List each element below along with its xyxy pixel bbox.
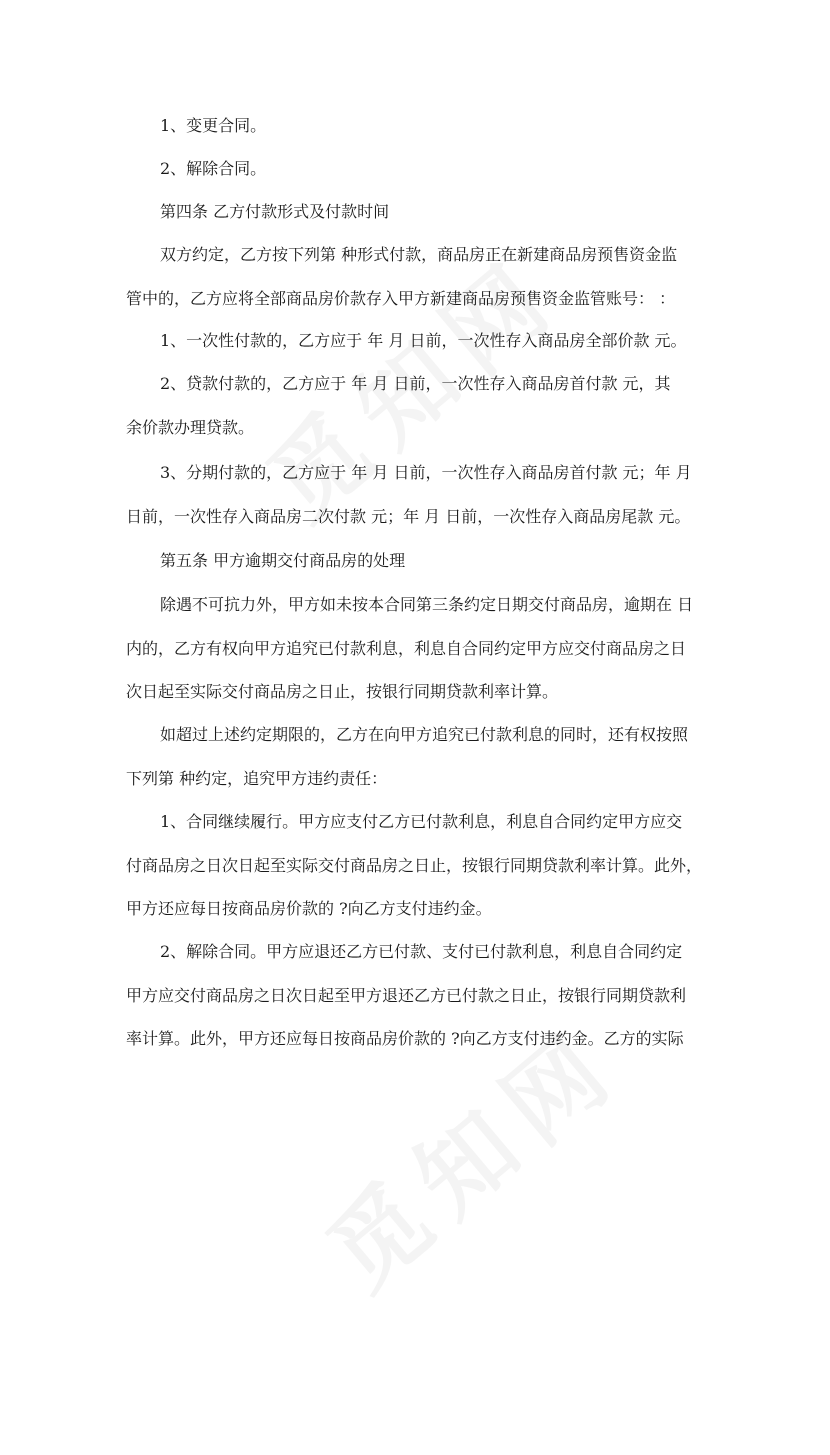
payment-option-loan (126, 362, 706, 449)
clause-item-terminate-contract (126, 147, 706, 191)
text-line: 1、合同继续履行。甲方应支付乙方已付款利息，利息自合同约定甲方应交 (160, 812, 683, 831)
payment-option-lump-sum (126, 319, 706, 363)
overdue-delivery-paragraph (126, 583, 706, 714)
text-line: 3、分期付款的，乙方应于 年 月 日前，一次性存入商品房首付款 元；年 月 (160, 463, 692, 482)
text-line: 除遇不可抗力外，甲方如未按本合同第三条约定日期交付商品房，逾期在 日 (160, 595, 694, 614)
text-line: 双方约定，乙方按下列第 种形式付款，商品房正在新建商品房预售资金监 (160, 245, 678, 264)
text-line: 第四条 乙方付款形式及付款时间 (160, 202, 390, 221)
text-line: 第五条 甲方逾期交付商品房的处理 (160, 551, 406, 570)
remedy-terminate-contract (126, 930, 706, 1061)
text-line: 1、变更合同。 (160, 116, 267, 135)
watermark-bottom (295, 1005, 746, 1455)
text-line: 甲方还应每日按商品房价款的 ?向乙方支付违约金。 (126, 899, 492, 918)
remedy-continue-contract (126, 800, 706, 931)
text-line: 率计算。此外，甲方还应每日按商品房价款的 ?向乙方支付违约金。乙方的实际 (126, 1029, 684, 1048)
text-line: 1、一次性付款的，乙方应于 年 月 日前，一次性存入商品房全部价款 元。 (160, 331, 687, 350)
article-5-heading (126, 539, 706, 583)
text-line: 日前，一次性存入商品房二次付款 元；年 月 日前，一次性存入商品房尾款 元。 (126, 506, 691, 526)
text-line: 2、解除合同。甲方应退还乙方已付款、支付已付款利息，利息自合同约定 (160, 942, 683, 961)
text-line: 下列第 种约定，追究甲方违约责任： (126, 768, 388, 788)
text-line: 付商品房之日次日起至实际交付商品房之日止，按银行同期贷款利率计算。此外， (126, 855, 703, 875)
text-line: 2、解除合同。 (160, 159, 267, 178)
text-line: 如超过上述约定期限的，乙方在向甲方追究已付款利息的同时，还有权按照 (160, 725, 689, 744)
text-line: 管中的，乙方应将全部商品房价款存入甲方新建商品房预售资金监管账号： ： (126, 288, 676, 308)
text-line: 2、贷款付款的，乙方应于 年 月 日前，一次性存入商品房首付款 元，其 (160, 374, 671, 393)
payment-option-installment (126, 451, 706, 538)
text-line: 次日起至实际交付商品房之日止，按银行同期贷款利率计算。 (126, 682, 559, 701)
clause-item-change-contract (126, 104, 706, 148)
article-4-heading (126, 190, 706, 234)
beyond-period-paragraph (126, 713, 706, 800)
payment-agreement-paragraph (126, 233, 706, 320)
text-line: 余价款办理贷款。 (126, 417, 255, 437)
text-line: 内的，乙方有权向甲方追究已付款利息，利息自合同约定甲方应交付商品房之日 (126, 638, 687, 658)
text-line: 甲方应交付商品房之日次日起至甲方退还乙方已付款之日止，按银行同期贷款利 (126, 985, 687, 1005)
